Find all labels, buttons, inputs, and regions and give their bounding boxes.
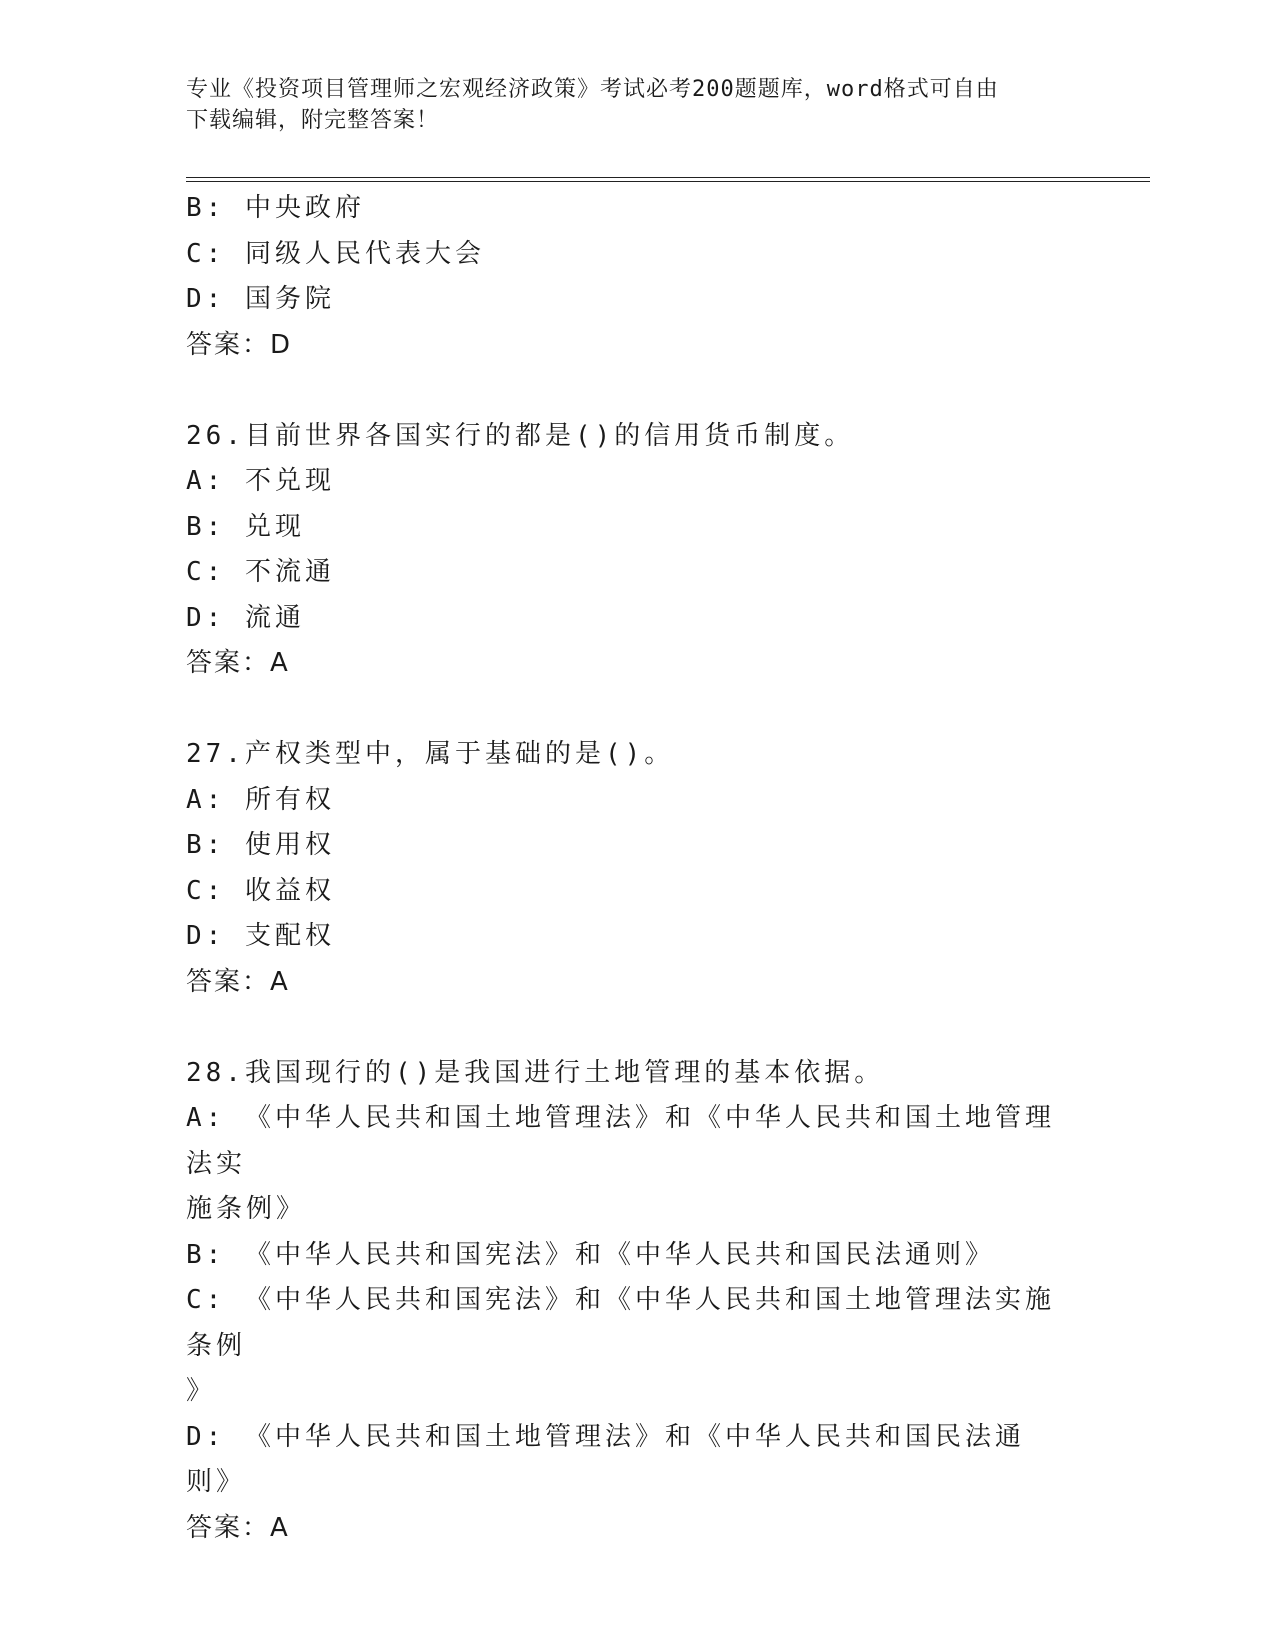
question-text: 26.目前世界各国实行的都是()的信用货币制度。 — [186, 420, 855, 451]
option-a-continued: 施条例》 — [186, 1194, 307, 1224]
option-b: B: 《中华人民共和国宪法》和《中华人民共和国民法通则》 — [186, 1239, 995, 1270]
option-d: D: 流通 — [186, 602, 305, 633]
option-a: A: 所有权 — [186, 784, 335, 815]
option-c: C: 同级人民代表大会 — [186, 238, 485, 269]
option-c-continued: 》 — [186, 1376, 217, 1406]
option-d: D: 《中华人民共和国土地管理法》和《中华人民共和国民法通则》 — [186, 1421, 1025, 1497]
header-rule-top — [186, 177, 1150, 178]
document-header — [186, 74, 1066, 136]
answer: 答案：A — [186, 1512, 290, 1543]
option-b: B: 使用权 — [186, 830, 335, 860]
question-28 — [186, 1051, 1066, 1552]
option-c: C: 不流通 — [186, 557, 335, 587]
header-line-1: 专业《投资项目管理师之宏观经济政策》考试必考200题题库，word格式可自由 — [186, 77, 999, 102]
question-27 — [186, 732, 1066, 1005]
option-c: C: 收益权 — [186, 875, 335, 906]
question-26 — [186, 414, 1066, 687]
option-b: B: 中央政府 — [186, 193, 365, 223]
answer: 答案：A — [186, 648, 290, 678]
answer: 答案：D — [186, 329, 293, 360]
option-c: C: 《中华人民共和国宪法》和《中华人民共和国土地管理法实施条例 — [186, 1285, 1055, 1361]
header-rule-bottom — [186, 181, 1150, 182]
question-text: 27.产权类型中，属于基础的是()。 — [186, 739, 675, 769]
header-line-2: 下载编辑，附完整答案！ — [186, 108, 440, 133]
option-a: A: 不兑现 — [186, 466, 335, 496]
answer: 答案：A — [186, 966, 290, 997]
question-text: 28.我国现行的()是我国进行土地管理的基本依据。 — [186, 1057, 885, 1088]
option-d: D: 支配权 — [186, 921, 335, 951]
option-a: A: 《中华人民共和国土地管理法》和《中华人民共和国土地管理法实 — [186, 1103, 1055, 1179]
option-b: B: 兑现 — [186, 511, 305, 542]
question-25 — [186, 186, 1066, 368]
question-list — [186, 186, 1066, 1551]
option-d: D: 国务院 — [186, 284, 335, 314]
